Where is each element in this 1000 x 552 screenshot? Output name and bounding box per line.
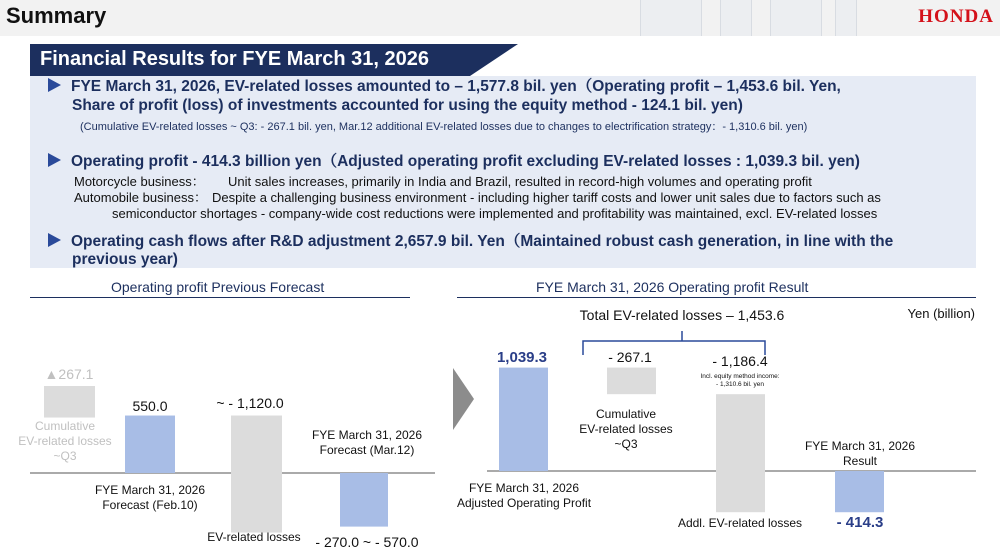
label-feb10-line2: Forecast (Feb.10) xyxy=(102,498,198,512)
data-label-mar12: - 270.0 ~ - 570.0 xyxy=(315,534,419,550)
label-result-line2: Result xyxy=(842,454,878,468)
data-label-result: - 414.3 xyxy=(836,514,884,531)
label-cumulative-line1: Cumulative xyxy=(34,419,96,433)
label-result-line1: FYE March 31, 2026 xyxy=(804,439,916,453)
addl-losses-note-line2: - 1,310.6 bil. yen xyxy=(715,381,765,388)
right-chart-title: FYE March 31, 2026 Operating profit Result xyxy=(536,279,809,295)
bar-cumulative-ev-losses-forecast xyxy=(44,386,95,418)
label-mar12-line2: Forecast (Mar.12) xyxy=(319,443,415,457)
bar-additional-ev-losses xyxy=(716,394,765,512)
total-ev-losses-label: Total EV-related losses – 1,453.6 xyxy=(579,307,785,323)
data-label-addl-losses: - 1,186.4 xyxy=(712,353,768,369)
label-mar12-line1: FYE March 31, 2026 xyxy=(311,428,423,442)
bullet-cash-flows-line2: previous year) xyxy=(72,251,178,268)
section-title: Financial Results for FYE March 31, 2026 xyxy=(40,48,430,70)
data-label-cumulative-result: - 267.1 xyxy=(608,349,652,365)
label-cumulative-result-line1: Cumulative xyxy=(595,407,657,421)
label-cumulative-result-line2: EV-related losses xyxy=(579,422,673,436)
bar-adjusted-operating-profit xyxy=(499,368,548,471)
motorcycle-text: Unit sales increases, primarily in India and Brazil, resulted in record-high volumes and operating profit xyxy=(228,174,812,189)
bullet-ev-losses-line2: Share of profit (loss) of investments accounted for using the equity method - 124.1 bil. yen) xyxy=(72,97,743,114)
label-cumulative-line3: ~Q3 xyxy=(53,449,77,463)
honda-logo: HONDA xyxy=(918,6,994,27)
label-cumulative-line2: EV-related losses xyxy=(18,434,112,448)
label-feb10-line1: FYE March 31, 2026 xyxy=(94,483,206,497)
label-ev-losses: EV-related losses xyxy=(207,530,301,544)
data-label-ev-losses: ~ - 1,120.0 xyxy=(216,395,284,411)
unit-label: Yen (billion) xyxy=(907,306,975,321)
label-cumulative-result-line3: ~Q3 xyxy=(614,437,638,451)
automobile-label: Automobile business： xyxy=(74,190,207,205)
bullet-ev-losses-note: (Cumulative EV-related losses ~ Q3: - 267.1 bil. yen, Mar.12 additional EV-related losses due to changes to electrification strategy：- 1,310.6 bil. yen) xyxy=(80,121,808,133)
data-label-adjusted: 1,039.3 xyxy=(496,349,548,366)
bar-result xyxy=(835,471,884,512)
left-chart-title: Operating profit Previous Forecast xyxy=(111,279,325,295)
bullet-ev-losses: FYE March 31, 2026, EV-related losses amounted to – 1,577.8 bil. yen（Operating profit – 1,453.6 bil. Yen, xyxy=(48,77,841,96)
page-title: Summary xyxy=(6,3,107,28)
data-label-feb10: 550.0 xyxy=(132,398,168,414)
bar-forecast-feb10 xyxy=(125,416,175,473)
label-adjusted-line2: Adjusted Operating Profit xyxy=(456,496,592,510)
label-adjusted-line1: FYE March 31, 2026 xyxy=(468,481,580,495)
bar-cumulative-ev-losses-result xyxy=(607,368,656,395)
bar-forecast-mar12 xyxy=(340,473,388,527)
label-addl-losses: Addl. EV-related losses xyxy=(677,516,803,530)
automobile-text: Despite a challenging business environment - including higher tariff costs and lower unit sales due to factors such as xyxy=(212,190,881,205)
bar-ev-related-losses-forecast xyxy=(231,416,282,533)
automobile-text-line2: semiconductor shortages - company-wide cost reductions were implemented and profitability was maintained, excl. EV-related losses xyxy=(112,206,878,221)
addl-losses-note-line1: Incl. equity method income: xyxy=(700,373,780,380)
bullet-operating-profit: Operating profit - 414.3 billion yen（Adjusted operating profit excluding EV-related losses : 1,039.3 bil. yen) xyxy=(48,152,860,171)
bullet-cash-flows: Operating cash flows after R&D adjustment 2,657.9 bil. Yen（Maintained robust cash generation, in line with the xyxy=(48,232,893,251)
motorcycle-label: Motorcycle business： xyxy=(74,174,205,189)
data-label-cumulative-forecast: ▲267.1 xyxy=(44,366,94,382)
chevron-right-icon xyxy=(453,368,474,430)
